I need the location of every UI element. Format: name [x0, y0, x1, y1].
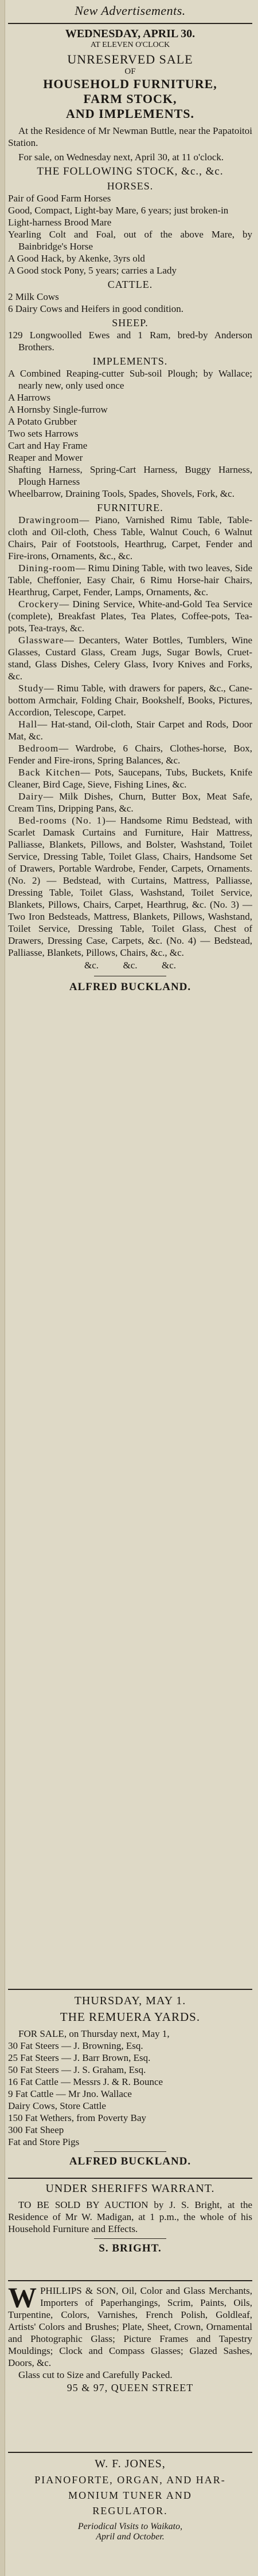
ad4-address: 95 & 97, QUEEN STREET	[67, 2382, 194, 2393]
room-name: Hall	[18, 719, 38, 730]
header-rule	[8, 23, 252, 24]
furniture-room-entry	[8, 562, 252, 598]
ad-phillips-and-son	[8, 2281, 252, 2394]
ad1-auctioneer: ALFRED BUCKLAND.	[69, 981, 191, 993]
ad-wf-jones	[8, 2458, 252, 2542]
ad5-trade-line: PIANOFORTE, ORGAN, AND HAR-	[34, 2474, 226, 2486]
room-contents: — Hat-stand, Oil-cloth, Stair Carpet and Rods, Door Mat, &c.	[8, 719, 252, 742]
room-name: Study	[18, 683, 44, 694]
ad2-place: THE REMUERA YARDS.	[60, 2010, 201, 2024]
ad1-following-stock: THE FOLLOWING STOCK, &c., &c.	[37, 165, 224, 177]
room-name: Back Kitchen	[18, 767, 81, 778]
lot-item: Fat and Store Pigs	[8, 2136, 80, 2147]
cattle-heading: CATTLE.	[107, 279, 153, 290]
room-contents: — Decanters, Water Bottles, Tumblers, Wine Glasses, Custard Glass, Cream Jugs, Sugar Bowls, Cruet-stand, Glass Dishes, Celery Glass, Ivory Knives and Forks, &c.	[8, 635, 252, 682]
ad5-trade-line: REGULATOR.	[92, 2505, 168, 2516]
implement-item: Wheelbarrow, Draining Tools, Spades, Shovels, Fork, &c.	[8, 488, 234, 499]
furniture-room-entry	[8, 514, 252, 562]
ad2-date: THURSDAY, MAY 1.	[74, 1995, 186, 2007]
ad1-headline-stock: FARM STOCK,	[83, 92, 177, 106]
implement-item: Two sets Harrows	[8, 428, 79, 439]
lot-item: 16 Fat Cattle — Messrs J. & R. Bounce	[8, 2076, 163, 2087]
implement-item: A Potato Grubber	[8, 416, 77, 427]
implement-item: Reaper and Mower	[8, 452, 83, 463]
ad-divider	[8, 2452, 252, 2453]
cattle-item: 2 Milk Cows	[8, 291, 59, 302]
ad5-name: W. F. JONES,	[95, 2458, 166, 2470]
lot-item: 30 Fat Steers — J. Browning, Esq.	[8, 2040, 143, 2051]
room-name: Dining-room	[18, 563, 76, 573]
furniture-room-entry	[8, 598, 252, 634]
ad-sheriffs-warrant	[8, 2182, 252, 2255]
furniture-room-entry	[8, 718, 252, 742]
room-contents: — Handsome Rimu Bedstead, with Scarlet Damask Curtains and Furniture, Hair Mattress, Palliasse, Blankets, Pillows, and Bolster, Washstand, Toilet Service, Dressing Table, Toilet Glass, Chairs, Handsome Set of Drawers, Portable Wardrobe, Fender, Carpets, Ornaments. (No. 2) — Bedstead, with Curtains, Mattress, Palliasse, Dressing Table, Toilet Glass, Washstand, Toilet Service, Blankets, Pillows, Chairs, Carpet, Hearthrug, &c. (No. 3) — Two Iron Bedsteads, Mattress, Blankets, Pillows, Washstand, Toilet Service, Dressing Table, Toilet Glass, Chest of Drawers, Dressing Case, Carpets, &c. (No. 4) — Bedstead, Palliasse, Blankets, Pillows, Chairs, &c., &c.	[8, 815, 252, 958]
advertisement-column	[8, 0, 252, 2576]
room-contents: — Piano, Varnished Rimu Table, Table-cloth and Oil-cloth, Chess Table, Walnut Couch, 6 Walnut Chairs, Pair of Footstools, Hearthrug, Carpet, Fender and Fire-irons, Ornaments, &c., &c.	[8, 515, 252, 561]
ad3-headline: UNDER SHERIFFS WARRANT.	[45, 2182, 215, 2195]
cattle-item: 6 Dairy Cows and Heifers in good condition.	[8, 303, 183, 314]
lot-item: 150 Fat Wethers, from Poverty Bay	[8, 2112, 147, 2123]
horse-item: A Good stock Pony, 5 years; carries a Lady	[8, 265, 177, 276]
sheep-item: 129 Longwoolled Ewes and 1 Ram, bred-by Anderson Brothers.	[8, 330, 252, 353]
lot-item: 25 Fat Steers — J. Barr Brown, Esq.	[8, 2052, 151, 2063]
horse-item: A Good Hack, by Akenke, 3yrs old	[8, 253, 145, 264]
furniture-room-entry	[8, 682, 252, 718]
ad4-glass-line: Glass cut to Size and Carefully Packed.	[18, 2369, 173, 2380]
furniture-room-entry	[8, 634, 252, 682]
ad-remuera-yards	[8, 1995, 252, 2168]
ad-divider	[8, 2280, 252, 2281]
drop-cap: W	[8, 2281, 37, 2313]
ad5-visits: Periodical Visits to Waikato,	[77, 2522, 183, 2531]
implement-item: Cart and Hay Frame	[8, 440, 88, 451]
ad1-time: AT ELEVEN O'CLOCK	[90, 41, 170, 49]
ad5-trade-line: MONIUM TUNER AND	[68, 2490, 192, 2501]
horses-heading: HORSES.	[107, 180, 154, 192]
room-contents: — Milk Dishes, Churn, Butter Box, Meat Safe, Cream Tins, Dripping Pans, &c.	[8, 791, 252, 814]
lot-item: 300 Fat Sheep	[8, 2124, 64, 2135]
ad3-signature: S. BRIGHT.	[99, 2242, 162, 2254]
room-contents: — Pots, Saucepans, Tubs, Buckets, Knife Cleaner, Bird Cage, Sieve, Fishing Lines, &c.	[8, 767, 252, 790]
ad1-date: WEDNESDAY, APRIL 30.	[65, 27, 196, 40]
ad1-sale-notice: For sale, on Wednesday next, April 30, at 11 o'clock.	[18, 152, 224, 163]
room-name: Bedroom	[18, 743, 59, 754]
lot-item: 50 Fat Steers — J. S. Graham, Esq.	[8, 2064, 146, 2075]
horse-item: Good, Compact, Light-bay Mare, 6 years; just broken-in	[8, 205, 229, 216]
furniture-room-entry	[8, 814, 252, 959]
furniture-heading: FURNITURE.	[97, 502, 163, 513]
ad-unreserved-sale	[8, 27, 252, 994]
page-margin	[0, 0, 5, 2576]
ad1-etc-line: &c. &c. &c.	[84, 960, 177, 971]
furniture-room-entry	[8, 790, 252, 814]
room-contents: — Rimu Dining Table, with two leaves, Side Table, Cheffonier, Easy Chair, 6 Rimu Horse-hair Chairs, Hearthrug, Carpet, Fender, Lamps, Ornaments, &c.	[8, 563, 252, 597]
ad4-body-text: PHILLIPS & SON, Oil, Color and Glass Merchants, Importers of Paperhangings, Scrim, Paints, Oils, Turpentine, Colors, Varnishes, French Polish, Goldleaf, Artists' Colors and Brushes; Plate, Sheet, Crown, Ornamental and Photographic Glass; Picture Frames and Tapestry Mouldings; Clock and Compass Glasses; Glazed Sashes, Doors, &c.	[8, 2285, 252, 2368]
implement-item: A Combined Reaping-cutter Sub-soil Plough; by Wallace; nearly new, only used once	[8, 368, 252, 391]
ad2-intro: FOR SALE, on Thursday next, May 1,	[18, 2028, 170, 2039]
horse-item: Light-harness Brood Mare	[8, 217, 112, 228]
room-name: Crockery	[18, 599, 60, 610]
ad3-body: TO BE SOLD BY AUCTION by J. S. Bright, at the Residence of Mr W. Madigan, at 1 p.m., the whole of his Household Furniture and Effects.	[8, 2199, 252, 2234]
implement-item: Shafting Harness, Spring-Cart Harness, Buggy Harness, Plough Harness	[8, 464, 252, 487]
room-contents: — Wardrobe, 6 Chairs, Clothes-horse, Box, Fender and Fire-irons, Spring Balances, &c.	[8, 743, 252, 766]
signature-rule	[94, 2151, 166, 2152]
ad-divider	[8, 1989, 252, 1990]
lot-item: 9 Fat Cattle — Mr Jno. Wallace	[8, 2088, 132, 2099]
ad1-headline-furniture: HOUSEHOLD FURNITURE,	[43, 77, 217, 91]
furniture-room-entry	[8, 742, 252, 766]
column-header: New Advertisements.	[75, 3, 186, 18]
ad-divider	[8, 2178, 252, 2179]
room-name: Drawingroom	[18, 515, 80, 525]
room-contents: — Rimu Table, with drawers for papers, &c., Cane-bottom Armchair, Folding Chair, Bookshelf, Books, Pictures, Accordion, Telescope, Carpet.	[8, 683, 252, 718]
ad1-headline-of: OF	[124, 67, 136, 76]
sheep-heading: SHEEP.	[112, 317, 148, 329]
lot-item: Dairy Cows, Store Cattle	[8, 2100, 106, 2111]
ad1-location: At the Residence of Mr Newman Buttle, near the Papatoitoi Station.	[8, 125, 252, 148]
ad1-headline-implements: AND IMPLEMENTS.	[65, 106, 194, 121]
ad4-body	[8, 2281, 252, 2369]
furniture-room-entry	[8, 766, 252, 790]
implement-item: A Hornsby Single-furrow	[8, 404, 108, 415]
horse-item: Pair of Good Farm Horses	[8, 193, 111, 204]
room-name: Bed-rooms (No. 1)	[18, 815, 106, 826]
implements-heading: IMPLEMENTS.	[92, 355, 168, 367]
implement-item: A Harrows	[8, 392, 51, 403]
room-name: Dairy	[18, 791, 44, 802]
signature-rule	[94, 2238, 166, 2239]
ad5-visits: April and October.	[96, 2532, 165, 2542]
ad1-headline: UNRESERVED SALE	[67, 52, 193, 66]
ad2-auctioneer: ALFRED BUCKLAND.	[69, 2155, 191, 2167]
room-contents: — Dining Service, White-and-Gold Tea Service (complete), Breakfast Plates, Tea Plates, Coffee-pots, Tea-pots, Tea-trays, &c.	[8, 599, 252, 634]
room-name: Glassware	[18, 635, 64, 646]
horse-item: Yearling Colt and Foal, out of the above Mare, by Bainbridge's Horse	[8, 229, 252, 252]
